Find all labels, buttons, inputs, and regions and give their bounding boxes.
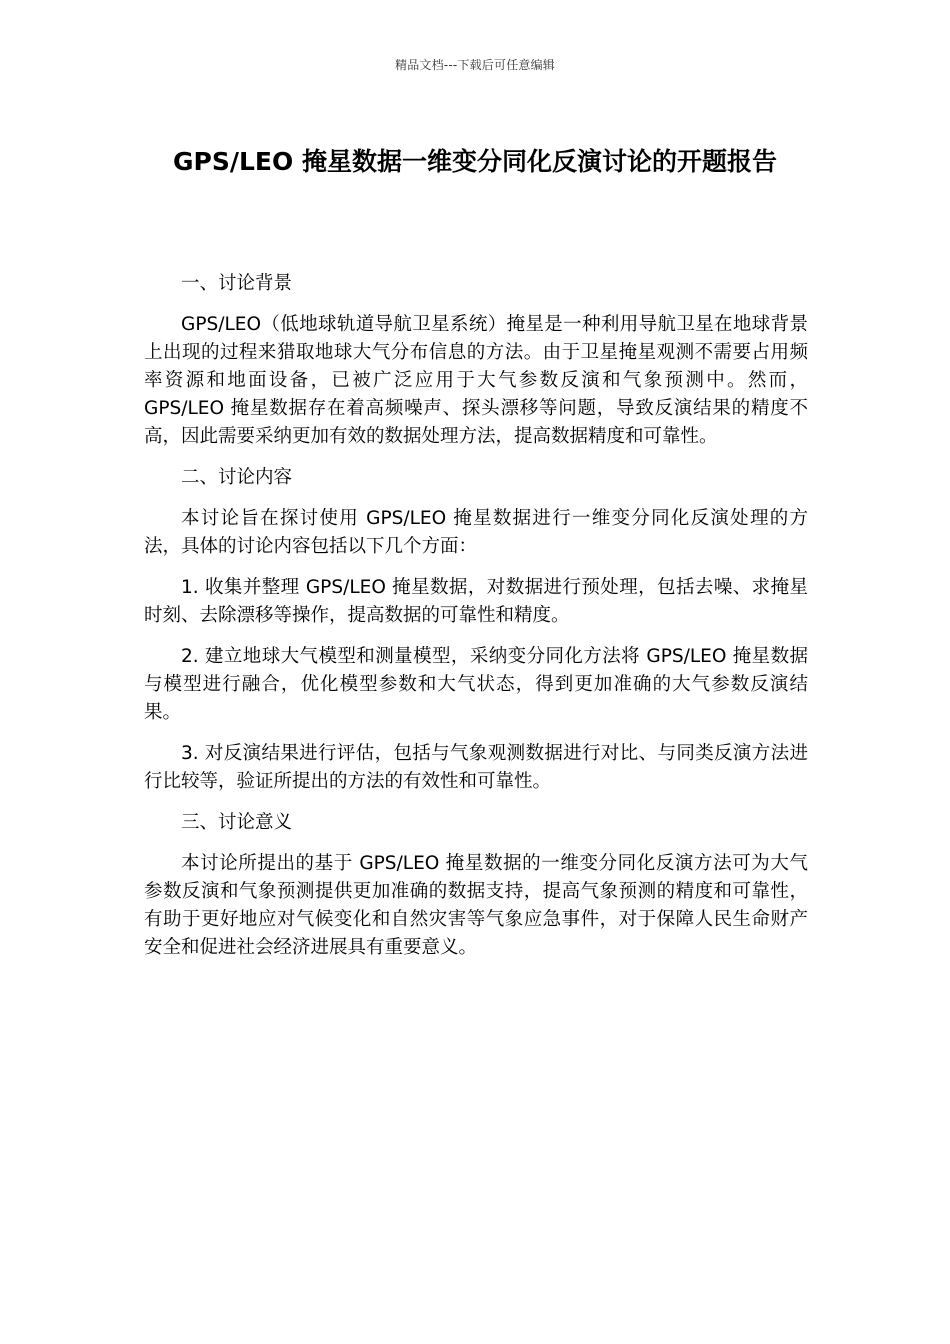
document-title: GPS/LEO 掩星数据一维变分同化反演讨论的开题报告	[173, 147, 777, 176]
section-heading-content: 二、讨论内容	[181, 467, 293, 488]
section-heading-significance: 三、讨论意义	[181, 812, 293, 833]
list-item-content-1: 1. 收集并整理 GPS/LEO 掩星数据，对数据进行预处理，包括去噪、求掩星时刻、去除漂移等操作，提高数据的可靠性和精度。	[144, 577, 808, 626]
header-note: 精品文档---下载后可任意编辑	[395, 58, 555, 72]
list-item-content-2: 2. 建立地球大气模型和测量模型，采纳变分同化方法将 GPS/LEO 掩星数据与模型进行融合，优化模型参数和大气状态，得到更加准确的大气参数反演结果。	[144, 646, 808, 723]
section-heading-background: 一、讨论背景	[181, 273, 293, 294]
document-body	[144, 270, 808, 975]
list-item-content-3: 3. 对反演结果进行评估，包括与气象观测数据进行对比、与同类反演方法进行比较等，验证所提出的方法的有效性和可靠性。	[144, 743, 808, 792]
paragraph-significance: 本讨论所提出的基于 GPS/LEO 掩星数据的一维变分同化反演方法可为大气参数反演和气象预测提供更加准确的数据支持，提高气象预测的精度和可靠性，有助于更好地应对气候变化和自然灾害等气象应急事件，对于保障人民生命财产安全和促进社会经济进展具有重要意义。	[144, 853, 808, 958]
paragraph-background: GPS/LEO（低地球轨道导航卫星系统）掩星是一种利用导航卫星在地球背景上出现的过程来猎取地球大气分布信息的方法。由于卫星掩星观测不需要占用频率资源和地面设备，已被广泛应用于大气参数反演和气象预测中。然而，GPS/LEO 掩星数据存在着高频噪声、探头漂移等问题，导致反演结果的精度不高，因此需要采纳更加有效的数据处理方法，提高数据精度和可靠性。	[144, 314, 808, 447]
paragraph-content-intro: 本讨论旨在探讨使用 GPS/LEO 掩星数据进行一维变分同化反演处理的方法，具体的讨论内容包括以下几个方面：	[144, 508, 808, 557]
